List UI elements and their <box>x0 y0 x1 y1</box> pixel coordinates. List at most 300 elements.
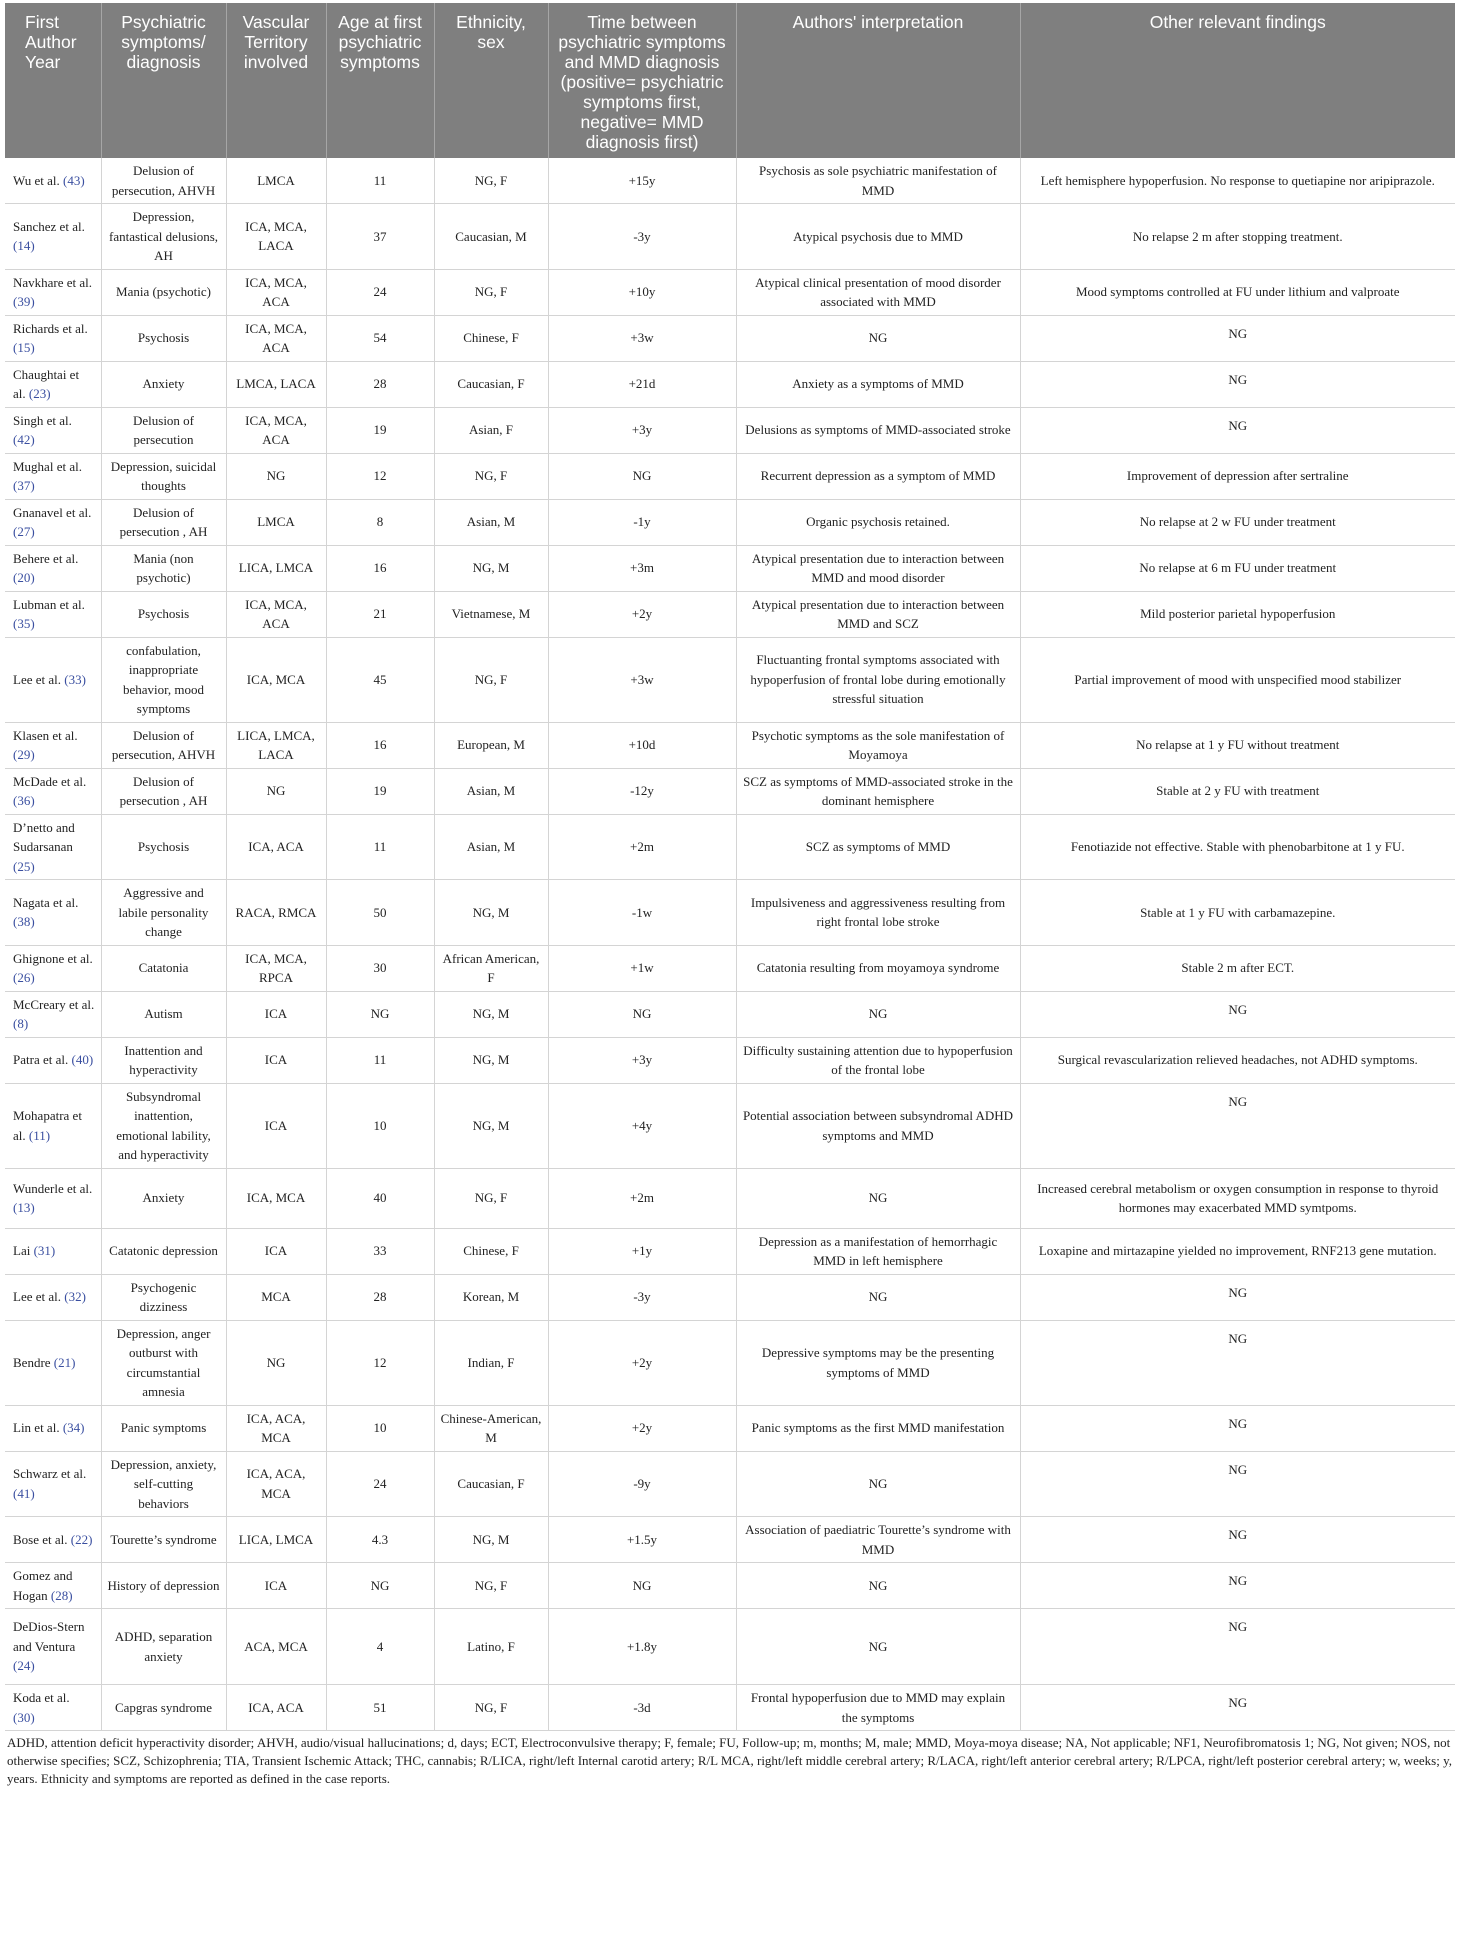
cell-author <box>5 1168 101 1228</box>
cell-territory: NG <box>226 768 326 814</box>
reference-link[interactable]: (22) <box>70 1531 93 1547</box>
cell-interpretation: Association of paediatric Tourette’s syndrome with MMD <box>736 1517 1020 1563</box>
cell-territory: ICA, MCA, ACA <box>226 407 326 453</box>
cell-time: NG <box>548 453 736 499</box>
reference-link[interactable]: (28) <box>50 1587 73 1603</box>
cell-interpretation: Atypical presentation due to interaction between MMD and mood disorder <box>736 545 1020 591</box>
cell-symptoms: Depression, suicidal thoughts <box>101 453 226 499</box>
cell-author <box>5 453 101 499</box>
cell-age: NG <box>326 1563 434 1609</box>
table-row <box>5 1517 1455 1563</box>
cell-author <box>5 545 101 591</box>
cell-interpretation: NG <box>736 1451 1020 1517</box>
cell-findings: Stable 2 m after ECT. <box>1020 945 1455 991</box>
table-row <box>5 722 1455 768</box>
reference-link[interactable]: (13) <box>13 1200 35 1215</box>
cell-age: 16 <box>326 545 434 591</box>
cell-ethnicity: NG, M <box>434 1037 548 1083</box>
cell-findings: Stable at 1 y FU with carbamazepine. <box>1020 880 1455 946</box>
cell-symptoms: Mania (non psychotic) <box>101 545 226 591</box>
cell-findings: NG <box>1020 1083 1455 1168</box>
cell-interpretation: Recurrent depression as a symptom of MMD <box>736 453 1020 499</box>
cell-findings: Surgical revascularization relieved headaches, not ADHD symptoms. <box>1020 1037 1455 1083</box>
cell-author <box>5 1274 101 1320</box>
cell-time: +15y <box>548 158 736 204</box>
cell-interpretation: NG <box>736 1274 1020 1320</box>
table-row <box>5 1037 1455 1083</box>
cell-symptoms: Subsyndromal inattention, emotional lability, and hyperactivity <box>101 1083 226 1168</box>
reference-link[interactable]: (33) <box>64 671 86 687</box>
cell-territory: LICA, LMCA <box>226 1517 326 1563</box>
table-row <box>5 453 1455 499</box>
cell-author <box>5 991 101 1037</box>
cell-author <box>5 315 101 361</box>
table-row <box>5 1228 1455 1274</box>
cell-territory: LMCA <box>226 158 326 204</box>
cell-interpretation: Anxiety as a symptoms of MMD <box>736 361 1020 407</box>
cell-interpretation: Frontal hypoperfusion due to MMD may explain the symptoms <box>736 1685 1020 1731</box>
table-body <box>5 158 1455 1731</box>
cell-territory: ICA, ACA, MCA <box>226 1405 326 1451</box>
header-findings: Other relevant findings <box>1020 3 1455 158</box>
cell-age: 12 <box>326 1320 434 1405</box>
cell-territory: ACA, MCA <box>226 1609 326 1685</box>
reference-link[interactable]: (31) <box>33 1243 56 1259</box>
cell-symptoms: Inattention and hyperactivity <box>101 1037 226 1083</box>
cell-ethnicity: Asian, M <box>434 814 548 880</box>
author-text: Schwarz et al. <box>13 1466 87 1482</box>
author-text: Singh et al. <box>13 412 72 428</box>
cell-time: +10y <box>548 269 736 315</box>
author-text: Mohapatra et al. <box>13 1108 82 1143</box>
table-row <box>5 1274 1455 1320</box>
cell-time: +10d <box>548 722 736 768</box>
cell-ethnicity: Indian, F <box>434 1320 548 1405</box>
table-row <box>5 768 1455 814</box>
author-text: Bose et al. <box>13 1531 71 1547</box>
cell-interpretation: Atypical clinical presentation of mood disorder associated with MMD <box>736 269 1020 315</box>
cell-ethnicity: Asian, M <box>434 768 548 814</box>
cell-ethnicity: NG, M <box>434 880 548 946</box>
cell-time: +3w <box>548 315 736 361</box>
cell-age: 30 <box>326 945 434 991</box>
cell-territory: ICA, MCA, ACA <box>226 591 326 637</box>
cell-author <box>5 722 101 768</box>
cell-territory: ICA <box>226 1037 326 1083</box>
cell-interpretation: Atypical psychosis due to MMD <box>736 204 1020 270</box>
header-age: Age at first psychiatric symptoms <box>326 3 434 158</box>
cell-age: 24 <box>326 1451 434 1517</box>
cell-symptoms: Delusion of persecution , AH <box>101 499 226 545</box>
cell-territory: ICA <box>226 1228 326 1274</box>
cell-author <box>5 269 101 315</box>
cell-territory: ICA, ACA, MCA <box>226 1451 326 1517</box>
table-row <box>5 814 1455 880</box>
reference-link[interactable]: (38) <box>13 914 35 930</box>
cell-author <box>5 1685 101 1731</box>
cell-author <box>5 945 101 991</box>
cell-findings: NG <box>1020 991 1455 1037</box>
reference-link[interactable]: (25) <box>13 858 35 874</box>
table-row <box>5 361 1455 407</box>
cell-age: 10 <box>326 1405 434 1451</box>
cell-interpretation: Depressive symptoms may be the presenting symptoms of MMD <box>736 1320 1020 1405</box>
cell-age: 40 <box>326 1168 434 1228</box>
cell-findings: Increased cerebral metabolism or oxygen consumption in response to thyroid hormones may exacerbated MMD symtpoms. <box>1020 1168 1455 1228</box>
cell-age: 10 <box>326 1083 434 1168</box>
cell-symptoms: Panic symptoms <box>101 1405 226 1451</box>
cell-author <box>5 158 101 204</box>
cell-territory: ICA, ACA <box>226 1685 326 1731</box>
cell-territory: NG <box>226 1320 326 1405</box>
cell-time: +2y <box>548 1320 736 1405</box>
cell-symptoms: Anxiety <box>101 361 226 407</box>
cell-ethnicity: Caucasian, F <box>434 1451 548 1517</box>
cell-author <box>5 1320 101 1405</box>
cell-interpretation: Psychosis as sole psychiatric manifestation of MMD <box>736 158 1020 204</box>
cell-territory: ICA, MCA, ACA <box>226 315 326 361</box>
cell-interpretation: SCZ as symptoms of MMD <box>736 814 1020 880</box>
cell-territory: ICA <box>226 991 326 1037</box>
cell-age: 28 <box>326 1274 434 1320</box>
cell-age: 12 <box>326 453 434 499</box>
cell-ethnicity: Asian, M <box>434 499 548 545</box>
cell-findings: Stable at 2 y FU with treatment <box>1020 768 1455 814</box>
cell-author <box>5 204 101 270</box>
author-text: Sanchez et al. <box>13 218 85 234</box>
cell-time: +3y <box>548 1037 736 1083</box>
cell-ethnicity: NG, F <box>434 1685 548 1731</box>
table-row <box>5 945 1455 991</box>
table-row <box>5 591 1455 637</box>
cell-age: 54 <box>326 315 434 361</box>
cell-age: 19 <box>326 407 434 453</box>
author-text: Chaughtai et al. <box>13 366 80 401</box>
cell-interpretation: NG <box>736 1168 1020 1228</box>
cell-age: 28 <box>326 361 434 407</box>
cell-findings: NG <box>1020 1451 1455 1517</box>
table-row <box>5 1563 1455 1609</box>
cell-ethnicity: Vietnamese, M <box>434 591 548 637</box>
author-text: Navkhare et al. <box>13 274 93 290</box>
cell-time: -3y <box>548 1274 736 1320</box>
author-text: Wu et al. <box>13 172 64 188</box>
cell-symptoms: Depression, anger outburst with circumstantial amnesia <box>101 1320 226 1405</box>
reference-link[interactable]: (40) <box>71 1052 94 1068</box>
cell-findings: Improvement of depression after sertraline <box>1020 453 1455 499</box>
cell-time: +1y <box>548 1228 736 1274</box>
author-text: Richards et al. <box>13 320 88 336</box>
reference-link[interactable]: (41) <box>13 1485 35 1501</box>
cell-ethnicity: European, M <box>434 722 548 768</box>
cell-author <box>5 880 101 946</box>
cell-symptoms: Delusion of persecution , AH <box>101 768 226 814</box>
author-text: Ghignone et al. <box>13 950 93 966</box>
author-text: Patra et al. <box>13 1052 72 1068</box>
cell-interpretation: Depression as a manifestation of hemorrhagic MMD in left hemisphere <box>736 1228 1020 1274</box>
cell-interpretation: Difficulty sustaining attention due to hypoperfusion of the frontal lobe <box>736 1037 1020 1083</box>
cell-age: 21 <box>326 591 434 637</box>
cell-territory: ICA, ACA <box>226 814 326 880</box>
case-report-table <box>5 3 1455 1731</box>
cell-time: +2m <box>548 1168 736 1228</box>
cell-findings: Partial improvement of mood with unspecified mood stabilizer <box>1020 637 1455 722</box>
cell-symptoms: Capgras syndrome <box>101 1685 226 1731</box>
cell-interpretation: Potential association between subsyndromal ADHD symptoms and MMD <box>736 1083 1020 1168</box>
cell-findings: No relapse 2 m after stopping treatment. <box>1020 204 1455 270</box>
cell-territory: ICA, MCA, LACA <box>226 204 326 270</box>
reference-link[interactable]: (29) <box>13 747 35 762</box>
cell-age: 37 <box>326 204 434 270</box>
cell-age: 51 <box>326 1685 434 1731</box>
cell-territory: ICA <box>226 1083 326 1168</box>
reference-link[interactable]: (35) <box>13 616 35 631</box>
cell-symptoms: Delusion of persecution, AHVH <box>101 158 226 204</box>
cell-findings: Mood symptoms controlled at FU under lithium and valproate <box>1020 269 1455 315</box>
reference-link[interactable]: (36) <box>13 793 35 808</box>
cell-author <box>5 1037 101 1083</box>
cell-findings: NG <box>1020 1320 1455 1405</box>
reference-link[interactable]: (24) <box>13 1658 35 1674</box>
cell-findings: NG <box>1020 1274 1455 1320</box>
cell-symptoms: Mania (psychotic) <box>101 269 226 315</box>
author-text: McDade et al. <box>13 773 87 789</box>
cell-symptoms: Depression, fantastical delusions, AH <box>101 204 226 270</box>
author-text: Lin et al. <box>13 1420 63 1436</box>
cell-age: 11 <box>326 1037 434 1083</box>
author-text: Mughal et al. <box>13 458 82 474</box>
cell-territory: LICA, LMCA, LACA <box>226 722 326 768</box>
reference-link[interactable]: (11) <box>28 1127 51 1143</box>
cell-age: 4 <box>326 1609 434 1685</box>
table-row <box>5 991 1455 1037</box>
cell-territory: LMCA <box>226 499 326 545</box>
cell-age: 19 <box>326 768 434 814</box>
cell-time: -1w <box>548 880 736 946</box>
cell-findings: NG <box>1020 361 1455 407</box>
cell-findings: NG <box>1020 1405 1455 1451</box>
cell-time: +2m <box>548 814 736 880</box>
cell-symptoms: Depression, anxiety, self-cutting behaviors <box>101 1451 226 1517</box>
reference-link[interactable]: (14) <box>13 238 35 254</box>
author-text: Koda et al. <box>13 1690 70 1705</box>
table-container <box>5 3 1455 1788</box>
author-text: Wunderle et al. <box>13 1180 93 1196</box>
cell-age: 16 <box>326 722 434 768</box>
cell-age: 11 <box>326 814 434 880</box>
cell-territory: ICA, MCA <box>226 637 326 722</box>
cell-author <box>5 1563 101 1609</box>
reference-link[interactable]: (21) <box>53 1354 76 1370</box>
cell-findings: Loxapine and mirtazapine yielded no improvement, RNF213 gene mutation. <box>1020 1228 1455 1274</box>
cell-author <box>5 1609 101 1685</box>
cell-interpretation: Impulsiveness and aggressiveness resulting from right frontal lobe stroke <box>736 880 1020 946</box>
cell-time: +3m <box>548 545 736 591</box>
cell-symptoms: Catatonia <box>101 945 226 991</box>
table-row <box>5 1168 1455 1228</box>
cell-age: 8 <box>326 499 434 545</box>
cell-time: +3y <box>548 407 736 453</box>
cell-author <box>5 499 101 545</box>
cell-author <box>5 1451 101 1517</box>
table-row <box>5 158 1455 204</box>
cell-interpretation: NG <box>736 315 1020 361</box>
cell-time: +1.5y <box>548 1517 736 1563</box>
table-row <box>5 315 1455 361</box>
table-row <box>5 1685 1455 1731</box>
cell-symptoms: Catatonic depression <box>101 1228 226 1274</box>
cell-age: NG <box>326 991 434 1037</box>
cell-age: 4.3 <box>326 1517 434 1563</box>
cell-ethnicity: NG, F <box>434 1168 548 1228</box>
header-row <box>5 3 1455 158</box>
cell-symptoms: Psychosis <box>101 591 226 637</box>
cell-ethnicity: NG, M <box>434 1083 548 1168</box>
header-author: First Author Year <box>5 3 101 158</box>
cell-author <box>5 1228 101 1274</box>
cell-ethnicity: NG, F <box>434 158 548 204</box>
cell-findings: NG <box>1020 1609 1455 1685</box>
cell-interpretation: Atypical presentation due to interaction between MMD and SCZ <box>736 591 1020 637</box>
table-row <box>5 407 1455 453</box>
cell-territory: NG <box>226 453 326 499</box>
cell-interpretation: NG <box>736 1563 1020 1609</box>
cell-interpretation: NG <box>736 1609 1020 1685</box>
cell-time: -1y <box>548 499 736 545</box>
cell-territory: ICA, MCA, ACA <box>226 269 326 315</box>
table-row <box>5 204 1455 270</box>
cell-author <box>5 361 101 407</box>
author-text: DeDios-Stern and Ventura <box>13 1619 85 1654</box>
cell-author <box>5 814 101 880</box>
cell-ethnicity: NG, F <box>434 637 548 722</box>
cell-interpretation: Catatonia resulting from moyamoya syndrome <box>736 945 1020 991</box>
author-text: Gomez and Hogan <box>13 1568 73 1603</box>
cell-findings: Fenotiazide not effective. Stable with phenobarbitone at 1 y FU. <box>1020 814 1455 880</box>
cell-territory: LICA, LMCA <box>226 545 326 591</box>
reference-link[interactable]: (42) <box>13 432 35 447</box>
cell-age: 24 <box>326 269 434 315</box>
cell-ethnicity: Caucasian, F <box>434 361 548 407</box>
reference-link[interactable]: (26) <box>13 970 35 985</box>
cell-findings: No relapse at 6 m FU under treatment <box>1020 545 1455 591</box>
cell-territory: MCA <box>226 1274 326 1320</box>
cell-ethnicity: NG, M <box>434 991 548 1037</box>
cell-symptoms: Psychogenic dizziness <box>101 1274 226 1320</box>
table-row <box>5 637 1455 722</box>
header-ethnicity: Ethnicity, sex <box>434 3 548 158</box>
author-text: Lee et al. <box>13 1289 65 1305</box>
cell-territory: ICA, MCA, RPCA <box>226 945 326 991</box>
cell-ethnicity: Asian, F <box>434 407 548 453</box>
reference-link[interactable]: (27) <box>13 524 35 539</box>
table-row <box>5 1405 1455 1451</box>
cell-author <box>5 768 101 814</box>
cell-ethnicity: African American, F <box>434 945 548 991</box>
author-text: Lai <box>13 1243 34 1259</box>
cell-ethnicity: NG, F <box>434 269 548 315</box>
cell-time: +4y <box>548 1083 736 1168</box>
header-territory: Vascular Territory involved <box>226 3 326 158</box>
cell-time: +1.8y <box>548 1609 736 1685</box>
cell-time: -3d <box>548 1685 736 1731</box>
author-text: Klasen et al. <box>13 727 78 743</box>
cell-age: 50 <box>326 880 434 946</box>
author-text: Lee et al. <box>13 671 65 687</box>
reference-link[interactable]: (43) <box>63 172 85 188</box>
header-symptoms: Psychiatric symptoms/ diagnosis <box>101 3 226 158</box>
cell-symptoms: Psychosis <box>101 315 226 361</box>
cell-symptoms: Delusion of persecution <box>101 407 226 453</box>
cell-time: NG <box>548 991 736 1037</box>
author-text: McCreary et al. <box>13 996 95 1012</box>
cell-ethnicity: NG, F <box>434 453 548 499</box>
cell-symptoms: Delusion of persecution, AHVH <box>101 722 226 768</box>
table-row <box>5 499 1455 545</box>
table-row <box>5 1320 1455 1405</box>
cell-findings: Left hemisphere hypoperfusion. No response to quetiapine nor aripiprazole. <box>1020 158 1455 204</box>
cell-interpretation: Panic symptoms as the first MMD manifestation <box>736 1405 1020 1451</box>
cell-author <box>5 1405 101 1451</box>
cell-findings: NG <box>1020 407 1455 453</box>
cell-findings: NG <box>1020 1517 1455 1563</box>
header-time: Time between psychiatric symptoms and MMD diagnosis (positive= psychiatric symptoms first, negative= MMD diagnosis first) <box>548 3 736 158</box>
cell-symptoms: Anxiety <box>101 1168 226 1228</box>
cell-interpretation: Delusions as symptoms of MMD-associated stroke <box>736 407 1020 453</box>
cell-author <box>5 637 101 722</box>
cell-ethnicity: Latino, F <box>434 1609 548 1685</box>
cell-age: 45 <box>326 637 434 722</box>
cell-findings: No relapse at 1 y FU without treatment <box>1020 722 1455 768</box>
cell-age: 33 <box>326 1228 434 1274</box>
cell-territory: LMCA, LACA <box>226 361 326 407</box>
cell-findings: NG <box>1020 1685 1455 1731</box>
cell-interpretation: NG <box>736 991 1020 1037</box>
cell-time: +2y <box>548 591 736 637</box>
cell-time: +3w <box>548 637 736 722</box>
reference-link[interactable]: (20) <box>13 570 35 585</box>
cell-ethnicity: Caucasian, M <box>434 204 548 270</box>
reference-link[interactable]: (32) <box>64 1289 86 1305</box>
cell-symptoms: confabulation, inappropriate behavior, mood symptoms <box>101 637 226 722</box>
reference-link[interactable]: (23) <box>28 386 51 401</box>
cell-territory: ICA, MCA <box>226 1168 326 1228</box>
cell-interpretation: SCZ as symptoms of MMD-associated stroke in the dominant hemisphere <box>736 768 1020 814</box>
cell-ethnicity: Chinese-American, M <box>434 1405 548 1451</box>
cell-author <box>5 1083 101 1168</box>
table-row <box>5 1083 1455 1168</box>
cell-symptoms: Psychosis <box>101 814 226 880</box>
cell-interpretation: Psychotic symptoms as the sole manifestation of Moyamoya <box>736 722 1020 768</box>
cell-ethnicity: NG, M <box>434 545 548 591</box>
reference-link[interactable]: (30) <box>13 1709 35 1725</box>
reference-link[interactable]: (8) <box>13 1016 29 1031</box>
cell-time: +21d <box>548 361 736 407</box>
cell-symptoms: ADHD, separation anxiety <box>101 1609 226 1685</box>
table-row <box>5 1451 1455 1517</box>
reference-link[interactable]: (15) <box>13 340 35 355</box>
author-text: Gnanavel et al. <box>13 504 92 520</box>
reference-link[interactable]: (39) <box>13 294 35 309</box>
cell-ethnicity: Chinese, F <box>434 1228 548 1274</box>
reference-link[interactable]: (34) <box>62 1420 85 1436</box>
cell-author <box>5 407 101 453</box>
author-text: Behere et al. <box>13 550 79 566</box>
cell-time: -3y <box>548 204 736 270</box>
reference-link[interactable]: (37) <box>13 478 35 493</box>
cell-time: -9y <box>548 1451 736 1517</box>
cell-ethnicity: NG, F <box>434 1563 548 1609</box>
